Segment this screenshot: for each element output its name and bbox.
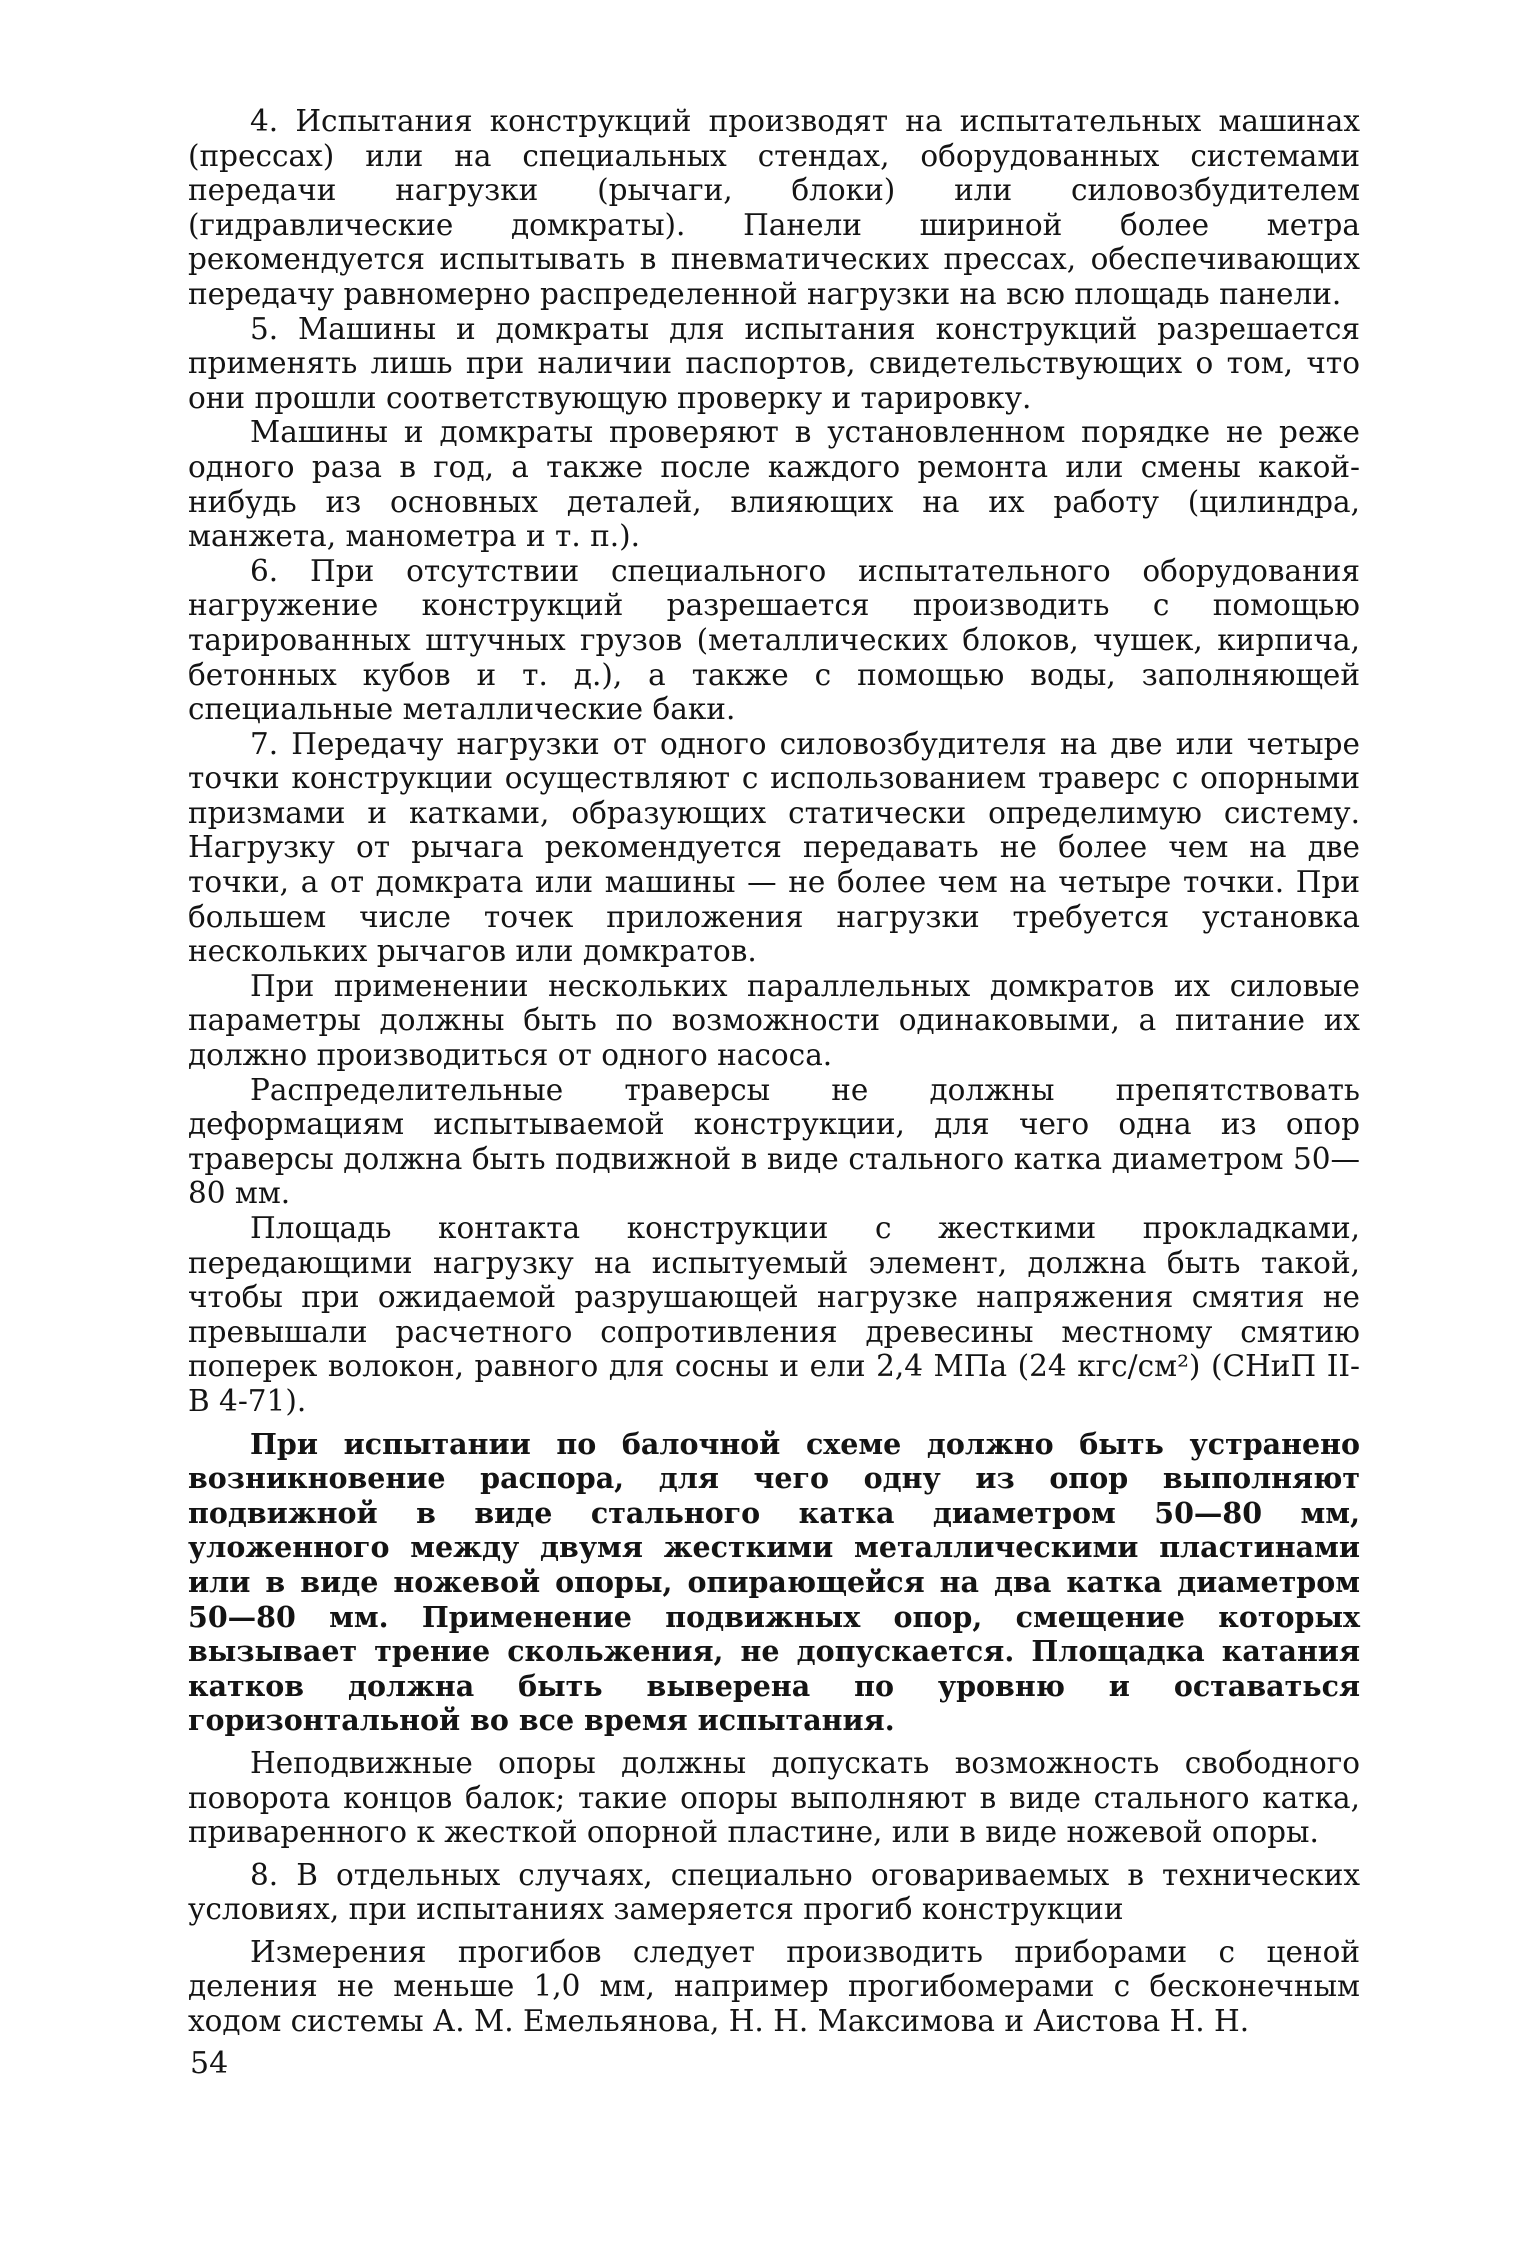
paragraph-parallel-jacks: При применении нескольких параллельных домкратов их силовые параметры должны быть по возможности одинаковыми, а питание их должно производиться от одного насоса. xyxy=(188,968,1360,1073)
paragraph-contact-area: Площадь контакта конструкции с жесткими прокладками, передающими нагрузку на испытуемый элемент, должна быть такой, чтобы при ожидаемой разрушающей нагрузке напряжения смятия не превышали расчетного сопротивления древесины местному смятию поперек волокон, равного для сосны и ели 2,4 МПа (24 кгс/см²) (СНиП II-В 4-71). xyxy=(188,1211,1360,1418)
page-text xyxy=(188,104,1360,2039)
paragraph-item-7: 7. Передачу нагрузки от одного силовозбудителя на две или четыре точки конструкции осуществляют с использованием траверс с опорными призмами и катками, образующих статически определимую систему. Нагрузку от рычага рекомендуется передавать не более чем на две точки, а от домкрата или машины — не более чем на четыре точки. При большем числе точек приложения нагрузки требуется установка нескольких рычагов или домкратов. xyxy=(188,726,1360,969)
paragraph-beam-scheme: При испытании по балочной схеме должно быть устранено возникновение распора, для чего одну из опор выполняют подвижной в виде стального катка диаметром 50—80 мм, уложенного между двумя жесткими металлическими пластинами или в виде ножевой опоры, опирающейся на два катка диаметром 50—80 мм. Применение подвижных опор, смещение которых вызывает трение скольжения, не допускается. Площадка катания катков должна быть выверена по уровню и оставаться горизонтальной во все время испытания. xyxy=(188,1426,1360,1738)
paragraph-distribution-traverses: Распределительные траверсы не должны препятствовать деформациям испытываемой конструкции, для чего одна из опор траверсы должна быть подвижной в виде стального катка диаметром 50—80 мм. xyxy=(188,1072,1360,1211)
page-number: 54 xyxy=(190,2046,229,2081)
paragraph-item-6: 6. При отсутствии специального испытательного оборудования нагружение конструкций разрешается производить с помощью тарированных штучных грузов (металлических блоков, чушек, кирпича, бетонных кубов и т. д.), а также с помощью воды, заполняющей специальные металлические баки. xyxy=(188,553,1360,727)
paragraph-fixed-supports: Неподвижные опоры должны допускать возможность свободного поворота концов балок; такие опоры выполняют в виде стального катка, приваренного к жесткой опорной пластине, или в виде ножевой опоры. xyxy=(188,1745,1360,1850)
paragraph-machine-check: Машины и домкраты проверяют в установленном порядке не реже одного раза в год, а также после каждого ремонта или смены какой-нибудь из основных деталей, влияющих на их работу (цилиндра, манжета, манометра и т. п.). xyxy=(188,415,1360,554)
paragraph-deflection-measurement: Измерения прогибов следует производить приборами с ценой деления не меньше 1,0 мм, например прогибомерами с бесконечным ходом системы А. М. Емельянова, Н. Н. Максимова и Аистова Н. Н. xyxy=(188,1934,1360,2039)
paragraph-item-4: 4. Испытания конструкций производят на испытательных машинах (прессах) или на специальных стендах, оборудованных системами передачи нагрузки (рычаги, блоки) или силовозбудителем (гидравлические домкраты). Панели шириной более метра рекомендуется испытывать в пневматических прессах, обеспечивающих передачу равномерно распределенной нагрузки на всю площадь панели. xyxy=(188,104,1360,311)
paragraph-item-8: 8. В отдельных случаях, специально оговариваемых в технических условиях, при испытаниях замеряется прогиб конструкции xyxy=(188,1857,1360,1927)
paragraph-item-5: 5. Машины и домкраты для испытания конструкций разрешается применять лишь при наличии паспортов, свидетельствующих о том, что они прошли соответствующую проверку и тарировку. xyxy=(188,311,1360,415)
